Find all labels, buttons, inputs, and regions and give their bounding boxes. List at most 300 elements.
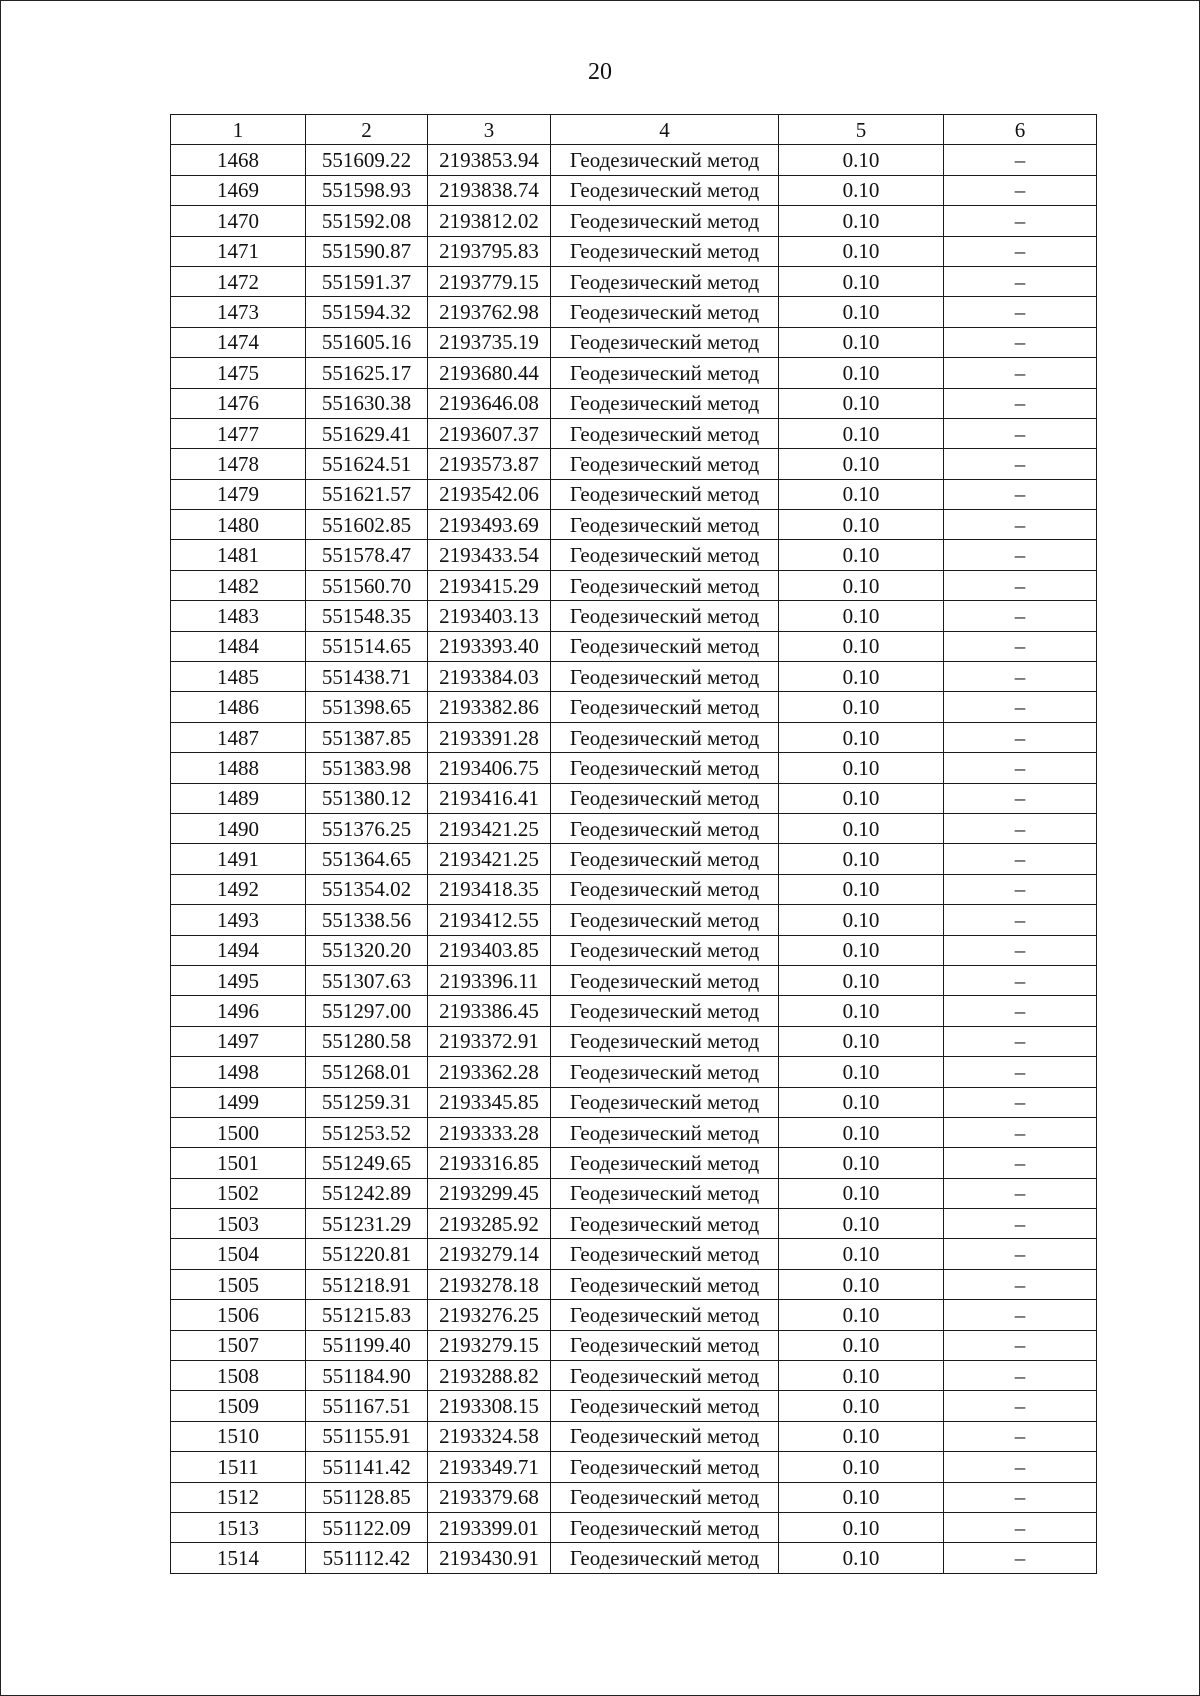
accuracy-cell: 0.10 xyxy=(779,1269,944,1299)
method-cell: Геодезический метод xyxy=(551,540,779,570)
note-cell: – xyxy=(944,418,1097,448)
method-cell: Геодезический метод xyxy=(551,1209,779,1239)
accuracy-cell: 0.10 xyxy=(779,631,944,661)
note-cell: – xyxy=(944,1361,1097,1391)
point-number-cell: 1505 xyxy=(171,1269,306,1299)
table-row xyxy=(171,1178,1097,1208)
point-number-cell: 1495 xyxy=(171,965,306,995)
method-cell: Геодезический метод xyxy=(551,236,779,266)
accuracy-cell: 0.10 xyxy=(779,1300,944,1330)
y-coordinate-cell: 2193762.98 xyxy=(428,297,551,327)
accuracy-cell: 0.10 xyxy=(779,388,944,418)
method-cell: Геодезический метод xyxy=(551,996,779,1026)
x-coordinate-cell: 551307.63 xyxy=(306,965,428,995)
table-row xyxy=(171,1452,1097,1482)
point-number-cell: 1507 xyxy=(171,1330,306,1360)
x-coordinate-cell: 551218.91 xyxy=(306,1269,428,1299)
note-cell: – xyxy=(944,175,1097,205)
x-coordinate-cell: 551609.22 xyxy=(306,145,428,175)
method-cell: Геодезический метод xyxy=(551,753,779,783)
note-cell: – xyxy=(944,1117,1097,1147)
point-number-cell: 1474 xyxy=(171,327,306,357)
table-row xyxy=(171,662,1097,692)
accuracy-cell: 0.10 xyxy=(779,175,944,205)
point-number-cell: 1497 xyxy=(171,1026,306,1056)
point-number-cell: 1472 xyxy=(171,266,306,296)
table-row xyxy=(171,1391,1097,1421)
note-cell: – xyxy=(944,236,1097,266)
accuracy-cell: 0.10 xyxy=(779,145,944,175)
x-coordinate-cell: 551591.37 xyxy=(306,266,428,296)
method-cell: Геодезический метод xyxy=(551,935,779,965)
accuracy-cell: 0.10 xyxy=(779,1117,944,1147)
column-header: 4 xyxy=(551,115,779,145)
x-coordinate-cell: 551514.65 xyxy=(306,631,428,661)
x-coordinate-cell: 551242.89 xyxy=(306,1178,428,1208)
x-coordinate-cell: 551128.85 xyxy=(306,1482,428,1512)
point-number-cell: 1502 xyxy=(171,1178,306,1208)
table-row xyxy=(171,1026,1097,1056)
y-coordinate-cell: 2193393.40 xyxy=(428,631,551,661)
column-header: 2 xyxy=(306,115,428,145)
page-number: 20 xyxy=(588,59,612,85)
point-number-cell: 1470 xyxy=(171,206,306,236)
accuracy-cell: 0.10 xyxy=(779,418,944,448)
table-row xyxy=(171,601,1097,631)
method-cell: Геодезический метод xyxy=(551,722,779,752)
table-row xyxy=(171,358,1097,388)
x-coordinate-cell: 551220.81 xyxy=(306,1239,428,1269)
table-row xyxy=(171,1543,1097,1573)
accuracy-cell: 0.10 xyxy=(779,662,944,692)
table-row xyxy=(171,175,1097,205)
table-row xyxy=(171,1087,1097,1117)
table-row xyxy=(171,479,1097,509)
method-cell: Геодезический метод xyxy=(551,1239,779,1269)
accuracy-cell: 0.10 xyxy=(779,570,944,600)
point-number-cell: 1478 xyxy=(171,449,306,479)
accuracy-cell: 0.10 xyxy=(779,1087,944,1117)
x-coordinate-cell: 551624.51 xyxy=(306,449,428,479)
accuracy-cell: 0.10 xyxy=(779,1391,944,1421)
y-coordinate-cell: 2193276.25 xyxy=(428,1300,551,1330)
accuracy-cell: 0.10 xyxy=(779,1330,944,1360)
x-coordinate-cell: 551280.58 xyxy=(306,1026,428,1056)
note-cell: – xyxy=(944,388,1097,418)
method-cell: Геодезический метод xyxy=(551,510,779,540)
method-cell: Геодезический метод xyxy=(551,358,779,388)
table-row xyxy=(171,844,1097,874)
method-cell: Геодезический метод xyxy=(551,1391,779,1421)
x-coordinate-cell: 551354.02 xyxy=(306,874,428,904)
table-row xyxy=(171,540,1097,570)
method-cell: Геодезический метод xyxy=(551,601,779,631)
note-cell: – xyxy=(944,662,1097,692)
note-cell: – xyxy=(944,601,1097,631)
y-coordinate-cell: 2193386.45 xyxy=(428,996,551,1026)
method-cell: Геодезический метод xyxy=(551,1543,779,1573)
y-coordinate-cell: 2193406.75 xyxy=(428,753,551,783)
table-row xyxy=(171,297,1097,327)
x-coordinate-cell: 551167.51 xyxy=(306,1391,428,1421)
y-coordinate-cell: 2193382.86 xyxy=(428,692,551,722)
table-row xyxy=(171,1057,1097,1087)
point-number-cell: 1475 xyxy=(171,358,306,388)
y-coordinate-cell: 2193795.83 xyxy=(428,236,551,266)
note-cell: – xyxy=(944,510,1097,540)
x-coordinate-cell: 551253.52 xyxy=(306,1117,428,1147)
note-cell: – xyxy=(944,965,1097,995)
accuracy-cell: 0.10 xyxy=(779,844,944,874)
table-row xyxy=(171,388,1097,418)
x-coordinate-cell: 551215.83 xyxy=(306,1300,428,1330)
table-row xyxy=(171,510,1097,540)
table-row xyxy=(171,631,1097,661)
point-number-cell: 1485 xyxy=(171,662,306,692)
x-coordinate-cell: 551259.31 xyxy=(306,1087,428,1117)
accuracy-cell: 0.10 xyxy=(779,540,944,570)
y-coordinate-cell: 2193412.55 xyxy=(428,905,551,935)
table-row xyxy=(171,874,1097,904)
note-cell: – xyxy=(944,1026,1097,1056)
x-coordinate-cell: 551590.87 xyxy=(306,236,428,266)
point-number-cell: 1500 xyxy=(171,1117,306,1147)
method-cell: Геодезический метод xyxy=(551,965,779,995)
accuracy-cell: 0.10 xyxy=(779,479,944,509)
accuracy-cell: 0.10 xyxy=(779,1057,944,1087)
note-cell: – xyxy=(944,1148,1097,1178)
y-coordinate-cell: 2193421.25 xyxy=(428,844,551,874)
method-cell: Геодезический метод xyxy=(551,327,779,357)
y-coordinate-cell: 2193333.28 xyxy=(428,1117,551,1147)
note-cell: – xyxy=(944,327,1097,357)
point-number-cell: 1488 xyxy=(171,753,306,783)
y-coordinate-cell: 2193812.02 xyxy=(428,206,551,236)
point-number-cell: 1476 xyxy=(171,388,306,418)
method-cell: Геодезический метод xyxy=(551,1361,779,1391)
note-cell: – xyxy=(944,570,1097,600)
method-cell: Геодезический метод xyxy=(551,1087,779,1117)
column-header: 6 xyxy=(944,115,1097,145)
point-number-cell: 1481 xyxy=(171,540,306,570)
accuracy-cell: 0.10 xyxy=(779,1178,944,1208)
point-number-cell: 1484 xyxy=(171,631,306,661)
x-coordinate-cell: 551141.42 xyxy=(306,1452,428,1482)
table-row xyxy=(171,327,1097,357)
accuracy-cell: 0.10 xyxy=(779,1482,944,1512)
note-cell: – xyxy=(944,1178,1097,1208)
x-coordinate-cell: 551383.98 xyxy=(306,753,428,783)
method-cell: Геодезический метод xyxy=(551,1026,779,1056)
method-cell: Геодезический метод xyxy=(551,1452,779,1482)
method-cell: Геодезический метод xyxy=(551,844,779,874)
note-cell: – xyxy=(944,1421,1097,1451)
point-number-cell: 1490 xyxy=(171,813,306,843)
point-number-cell: 1487 xyxy=(171,722,306,752)
method-cell: Геодезический метод xyxy=(551,1300,779,1330)
method-cell: Геодезический метод xyxy=(551,1269,779,1299)
note-cell: – xyxy=(944,783,1097,813)
accuracy-cell: 0.10 xyxy=(779,722,944,752)
method-cell: Геодезический метод xyxy=(551,175,779,205)
note-cell: – xyxy=(944,996,1097,1026)
table-row xyxy=(171,266,1097,296)
y-coordinate-cell: 2193403.13 xyxy=(428,601,551,631)
note-cell: – xyxy=(944,145,1097,175)
note-cell: – xyxy=(944,1391,1097,1421)
table-row xyxy=(171,1269,1097,1299)
note-cell: – xyxy=(944,1300,1097,1330)
accuracy-cell: 0.10 xyxy=(779,1148,944,1178)
note-cell: – xyxy=(944,1543,1097,1573)
method-cell: Геодезический метод xyxy=(551,479,779,509)
note-cell: – xyxy=(944,905,1097,935)
method-cell: Геодезический метод xyxy=(551,631,779,661)
accuracy-cell: 0.10 xyxy=(779,905,944,935)
note-cell: – xyxy=(944,1269,1097,1299)
y-coordinate-cell: 2193279.14 xyxy=(428,1239,551,1269)
table-row xyxy=(171,236,1097,266)
x-coordinate-cell: 551376.25 xyxy=(306,813,428,843)
note-cell: – xyxy=(944,1087,1097,1117)
point-number-cell: 1511 xyxy=(171,1452,306,1482)
y-coordinate-cell: 2193316.85 xyxy=(428,1148,551,1178)
y-coordinate-cell: 2193735.19 xyxy=(428,327,551,357)
note-cell: – xyxy=(944,631,1097,661)
y-coordinate-cell: 2193379.68 xyxy=(428,1482,551,1512)
method-cell: Геодезический метод xyxy=(551,1512,779,1542)
method-cell: Геодезический метод xyxy=(551,662,779,692)
table-row xyxy=(171,1512,1097,1542)
point-number-cell: 1499 xyxy=(171,1087,306,1117)
x-coordinate-cell: 551231.29 xyxy=(306,1209,428,1239)
accuracy-cell: 0.10 xyxy=(779,1361,944,1391)
method-cell: Геодезический метод xyxy=(551,206,779,236)
point-number-cell: 1492 xyxy=(171,874,306,904)
table-row xyxy=(171,692,1097,722)
point-number-cell: 1498 xyxy=(171,1057,306,1087)
x-coordinate-cell: 551605.16 xyxy=(306,327,428,357)
y-coordinate-cell: 2193418.35 xyxy=(428,874,551,904)
point-number-cell: 1486 xyxy=(171,692,306,722)
point-number-cell: 1496 xyxy=(171,996,306,1026)
y-coordinate-cell: 2193372.91 xyxy=(428,1026,551,1056)
y-coordinate-cell: 2193399.01 xyxy=(428,1512,551,1542)
table-row xyxy=(171,965,1097,995)
point-number-cell: 1471 xyxy=(171,236,306,266)
table-row xyxy=(171,722,1097,752)
note-cell: – xyxy=(944,479,1097,509)
y-coordinate-cell: 2193285.92 xyxy=(428,1209,551,1239)
x-coordinate-cell: 551578.47 xyxy=(306,540,428,570)
point-number-cell: 1469 xyxy=(171,175,306,205)
accuracy-cell: 0.10 xyxy=(779,601,944,631)
method-cell: Геодезический метод xyxy=(551,1482,779,1512)
accuracy-cell: 0.10 xyxy=(779,327,944,357)
point-number-cell: 1482 xyxy=(171,570,306,600)
accuracy-cell: 0.10 xyxy=(779,1239,944,1269)
accuracy-cell: 0.10 xyxy=(779,449,944,479)
x-coordinate-cell: 551598.93 xyxy=(306,175,428,205)
table-row xyxy=(171,813,1097,843)
point-number-cell: 1509 xyxy=(171,1391,306,1421)
x-coordinate-cell: 551398.65 xyxy=(306,692,428,722)
x-coordinate-cell: 551625.17 xyxy=(306,358,428,388)
point-number-cell: 1504 xyxy=(171,1239,306,1269)
point-number-cell: 1508 xyxy=(171,1361,306,1391)
y-coordinate-cell: 2193279.15 xyxy=(428,1330,551,1360)
x-coordinate-cell: 551155.91 xyxy=(306,1421,428,1451)
point-number-cell: 1503 xyxy=(171,1209,306,1239)
point-number-cell: 1513 xyxy=(171,1512,306,1542)
point-number-cell: 1489 xyxy=(171,783,306,813)
y-coordinate-cell: 2193779.15 xyxy=(428,266,551,296)
y-coordinate-cell: 2193493.69 xyxy=(428,510,551,540)
accuracy-cell: 0.10 xyxy=(779,510,944,540)
table-row xyxy=(171,449,1097,479)
y-coordinate-cell: 2193308.15 xyxy=(428,1391,551,1421)
y-coordinate-cell: 2193288.82 xyxy=(428,1361,551,1391)
y-coordinate-cell: 2193607.37 xyxy=(428,418,551,448)
x-coordinate-cell: 551364.65 xyxy=(306,844,428,874)
y-coordinate-cell: 2193345.85 xyxy=(428,1087,551,1117)
x-coordinate-cell: 551621.57 xyxy=(306,479,428,509)
table-row xyxy=(171,753,1097,783)
note-cell: – xyxy=(944,449,1097,479)
accuracy-cell: 0.10 xyxy=(779,813,944,843)
method-cell: Геодезический метод xyxy=(551,1178,779,1208)
x-coordinate-cell: 551122.09 xyxy=(306,1512,428,1542)
note-cell: – xyxy=(944,813,1097,843)
table-row xyxy=(171,935,1097,965)
table-row xyxy=(171,1361,1097,1391)
method-cell: Геодезический метод xyxy=(551,570,779,600)
note-cell: – xyxy=(944,874,1097,904)
note-cell: – xyxy=(944,1482,1097,1512)
table-row xyxy=(171,1148,1097,1178)
x-coordinate-cell: 551297.00 xyxy=(306,996,428,1026)
note-cell: – xyxy=(944,1452,1097,1482)
accuracy-cell: 0.10 xyxy=(779,266,944,296)
note-cell: – xyxy=(944,1239,1097,1269)
y-coordinate-cell: 2193680.44 xyxy=(428,358,551,388)
note-cell: – xyxy=(944,753,1097,783)
method-cell: Геодезический метод xyxy=(551,783,779,813)
note-cell: – xyxy=(944,297,1097,327)
y-coordinate-cell: 2193324.58 xyxy=(428,1421,551,1451)
y-coordinate-cell: 2193646.08 xyxy=(428,388,551,418)
column-header: 1 xyxy=(171,115,306,145)
y-coordinate-cell: 2193853.94 xyxy=(428,145,551,175)
table-row xyxy=(171,1300,1097,1330)
accuracy-cell: 0.10 xyxy=(779,965,944,995)
method-cell: Геодезический метод xyxy=(551,1117,779,1147)
method-cell: Геодезический метод xyxy=(551,1057,779,1087)
table-row xyxy=(171,1239,1097,1269)
x-coordinate-cell: 551387.85 xyxy=(306,722,428,752)
x-coordinate-cell: 551184.90 xyxy=(306,1361,428,1391)
x-coordinate-cell: 551548.35 xyxy=(306,601,428,631)
x-coordinate-cell: 551320.20 xyxy=(306,935,428,965)
x-coordinate-cell: 551602.85 xyxy=(306,510,428,540)
table-body xyxy=(171,145,1097,1573)
x-coordinate-cell: 551199.40 xyxy=(306,1330,428,1360)
column-header: 5 xyxy=(779,115,944,145)
point-number-cell: 1493 xyxy=(171,905,306,935)
y-coordinate-cell: 2193396.11 xyxy=(428,965,551,995)
y-coordinate-cell: 2193362.28 xyxy=(428,1057,551,1087)
table-header-row xyxy=(171,115,1097,145)
y-coordinate-cell: 2193415.29 xyxy=(428,570,551,600)
y-coordinate-cell: 2193838.74 xyxy=(428,175,551,205)
table-row xyxy=(171,1117,1097,1147)
method-cell: Геодезический метод xyxy=(551,1421,779,1451)
note-cell: – xyxy=(944,1330,1097,1360)
method-cell: Геодезический метод xyxy=(551,1330,779,1360)
y-coordinate-cell: 2193278.18 xyxy=(428,1269,551,1299)
accuracy-cell: 0.10 xyxy=(779,358,944,388)
note-cell: – xyxy=(944,206,1097,236)
accuracy-cell: 0.10 xyxy=(779,297,944,327)
method-cell: Геодезический метод xyxy=(551,692,779,722)
note-cell: – xyxy=(944,722,1097,752)
accuracy-cell: 0.10 xyxy=(779,783,944,813)
method-cell: Геодезический метод xyxy=(551,874,779,904)
method-cell: Геодезический метод xyxy=(551,388,779,418)
x-coordinate-cell: 551249.65 xyxy=(306,1148,428,1178)
accuracy-cell: 0.10 xyxy=(779,753,944,783)
accuracy-cell: 0.10 xyxy=(779,1421,944,1451)
point-number-cell: 1514 xyxy=(171,1543,306,1573)
accuracy-cell: 0.10 xyxy=(779,206,944,236)
y-coordinate-cell: 2193430.91 xyxy=(428,1543,551,1573)
accuracy-cell: 0.10 xyxy=(779,692,944,722)
table-row xyxy=(171,418,1097,448)
x-coordinate-cell: 551268.01 xyxy=(306,1057,428,1087)
table-row xyxy=(171,996,1097,1026)
point-number-cell: 1491 xyxy=(171,844,306,874)
x-coordinate-cell: 551629.41 xyxy=(306,418,428,448)
method-cell: Геодезический метод xyxy=(551,813,779,843)
note-cell: – xyxy=(944,1209,1097,1239)
method-cell: Геодезический метод xyxy=(551,418,779,448)
x-coordinate-cell: 551112.42 xyxy=(306,1543,428,1573)
table-row xyxy=(171,1209,1097,1239)
y-coordinate-cell: 2193421.25 xyxy=(428,813,551,843)
y-coordinate-cell: 2193542.06 xyxy=(428,479,551,509)
y-coordinate-cell: 2193391.28 xyxy=(428,722,551,752)
accuracy-cell: 0.10 xyxy=(779,935,944,965)
point-number-cell: 1510 xyxy=(171,1421,306,1451)
x-coordinate-cell: 551380.12 xyxy=(306,783,428,813)
table-row xyxy=(171,145,1097,175)
table-row xyxy=(171,783,1097,813)
method-cell: Геодезический метод xyxy=(551,266,779,296)
accuracy-cell: 0.10 xyxy=(779,1543,944,1573)
accuracy-cell: 0.10 xyxy=(779,996,944,1026)
x-coordinate-cell: 551560.70 xyxy=(306,570,428,600)
y-coordinate-cell: 2193433.54 xyxy=(428,540,551,570)
note-cell: – xyxy=(944,1057,1097,1087)
note-cell: – xyxy=(944,844,1097,874)
x-coordinate-cell: 551630.38 xyxy=(306,388,428,418)
point-number-cell: 1473 xyxy=(171,297,306,327)
accuracy-cell: 0.10 xyxy=(779,1452,944,1482)
note-cell: – xyxy=(944,935,1097,965)
x-coordinate-cell: 551594.32 xyxy=(306,297,428,327)
table-row xyxy=(171,1421,1097,1451)
y-coordinate-cell: 2193416.41 xyxy=(428,783,551,813)
